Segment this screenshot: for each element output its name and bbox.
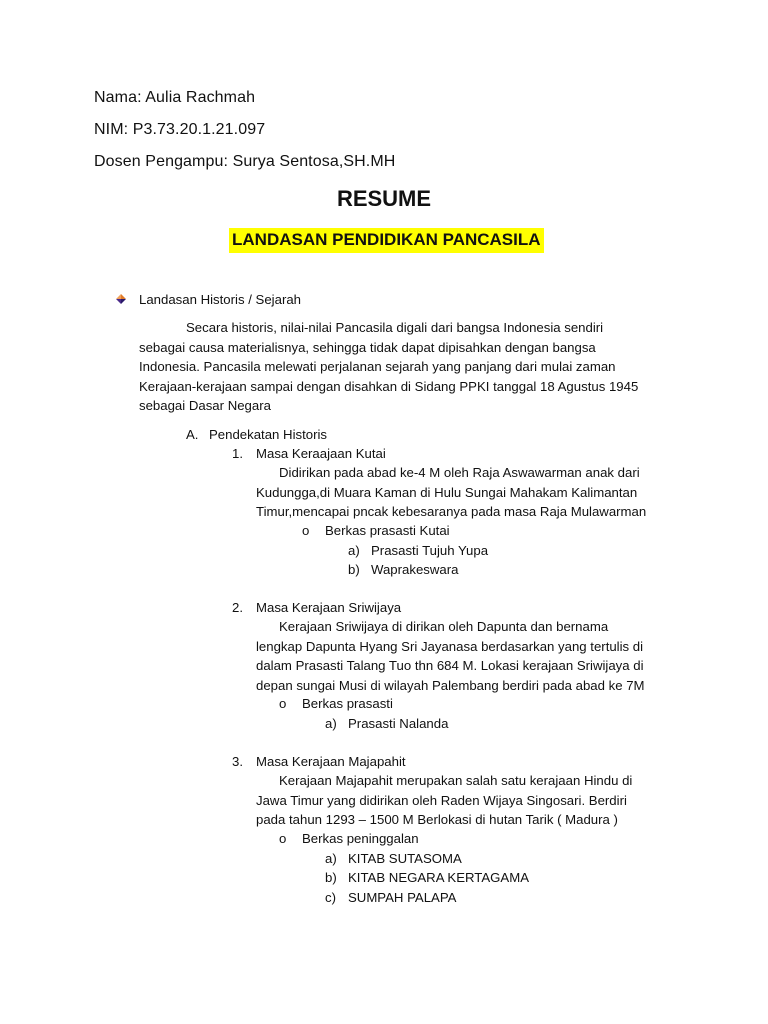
list-marker: a) (348, 543, 360, 558)
list-marker: a) (325, 716, 337, 731)
sub-label: Berkas prasasti (302, 696, 393, 711)
kingdom-description (256, 617, 696, 695)
artifact-item: Prasasti Tujuh Yupa (371, 543, 489, 558)
artifact-item: Prasasti Nalanda (348, 716, 449, 731)
artifact-item: SUMPAH PALAPA (348, 890, 457, 905)
sub-bullet: o (302, 523, 310, 538)
kingdom-title: Masa Kerajaan Majapahit (256, 754, 406, 769)
artifact-item: KITAB NEGARA KERTAGAMA (348, 870, 530, 885)
lecturer-name: Dosen Pengampu: Surya Sentosa,SH.MH (94, 153, 396, 170)
paragraph-line: Secara historis, nilai-nilai Pancasila digali dari bangsa Indonesia sendiri (186, 320, 604, 335)
list-marker: 2. (232, 600, 243, 615)
description-line: dalam Prasasti Talang Tuo thn 684 M. Lokasi kerajaan Sriwijaya di (256, 658, 644, 673)
sub-label: Berkas prasasti Kutai (325, 523, 450, 538)
list-marker: b) (325, 870, 337, 885)
artifact-item: KITAB SUTASOMA (348, 851, 462, 866)
list-marker: a) (325, 851, 337, 866)
kingdom-description (256, 771, 696, 830)
description-line: Didirikan pada abad ke-4 M oleh Raja Aswawarman anak dari (279, 465, 640, 480)
section-heading: Landasan Historis / Sejarah (139, 292, 302, 307)
description-line: lengkap Dapunta Hyang Sri Jayanasa berdasarkan yang tertulis di (256, 638, 644, 654)
document-title: RESUME (336, 186, 432, 211)
sub-bullet: o (279, 696, 287, 711)
student-name: Nama: Aulia Rachmah (94, 89, 256, 106)
paragraph-line: Indonesia. Pancasila melewati perjalanan sejarah yang panjang dari mulai zaman (139, 359, 616, 374)
description-line: Kudungga,di Muara Kaman di Hulu Sungai Mahakam Kalimantan (256, 484, 638, 500)
list-marker: A. (186, 427, 199, 442)
artifact-item: Waprakeswara (371, 562, 459, 577)
kingdom-title: Masa Kerajaan Sriwijaya (256, 600, 402, 615)
document-subtitle: LANDASAN PENDIDIKAN PANCASILA (229, 228, 544, 253)
student-nim: NIM: P3.73.20.1.21.097 (94, 121, 266, 138)
sub-label: Berkas peninggalan (302, 831, 419, 846)
approach-label: Pendekatan Historis (209, 427, 328, 442)
diamond-bullet-icon (116, 294, 126, 304)
description-line: pada tahun 1293 – 1500 M Berlokasi di hutan Tarik ( Madura ) (256, 812, 618, 827)
paragraph-line: Kerajaan-kerajaan sampai dengan disahkan di Sidang PPKI tanggal 18 Agustus 1945 (139, 378, 639, 394)
description-line: Kerajaan Majapahit merupakan salah satu kerajaan Hindu di (279, 773, 633, 788)
description-line: depan sungai Musi di wilayah Palembang berdiri pada abad ke 7M (256, 677, 645, 693)
description-line: Kerajaan Sriwijaya di dirikan oleh Dapunta dan bernama (279, 619, 609, 634)
kingdom-title: Masa Keraajaan Kutai (256, 446, 386, 461)
kingdom-description (256, 463, 696, 522)
list-marker: c) (325, 890, 336, 905)
sub-bullet: o (279, 831, 287, 846)
list-marker: b) (348, 562, 360, 577)
intro-paragraph (139, 318, 679, 416)
paragraph-line: sebagai causa materialisnya, sehingga tidak dapat dipisahkan dengan bangsa (139, 339, 596, 355)
description-line: Timur,mencapai pncak kebesaranya pada masa Raja Mulawarman (256, 504, 647, 519)
paragraph-line: sebagai Dasar Negara (139, 398, 271, 413)
description-line: Jawa Timur yang didirikan oleh Raden Wijaya Singosari. Berdiri (256, 792, 627, 808)
list-marker: 1. (232, 446, 243, 461)
list-marker: 3. (232, 754, 243, 769)
